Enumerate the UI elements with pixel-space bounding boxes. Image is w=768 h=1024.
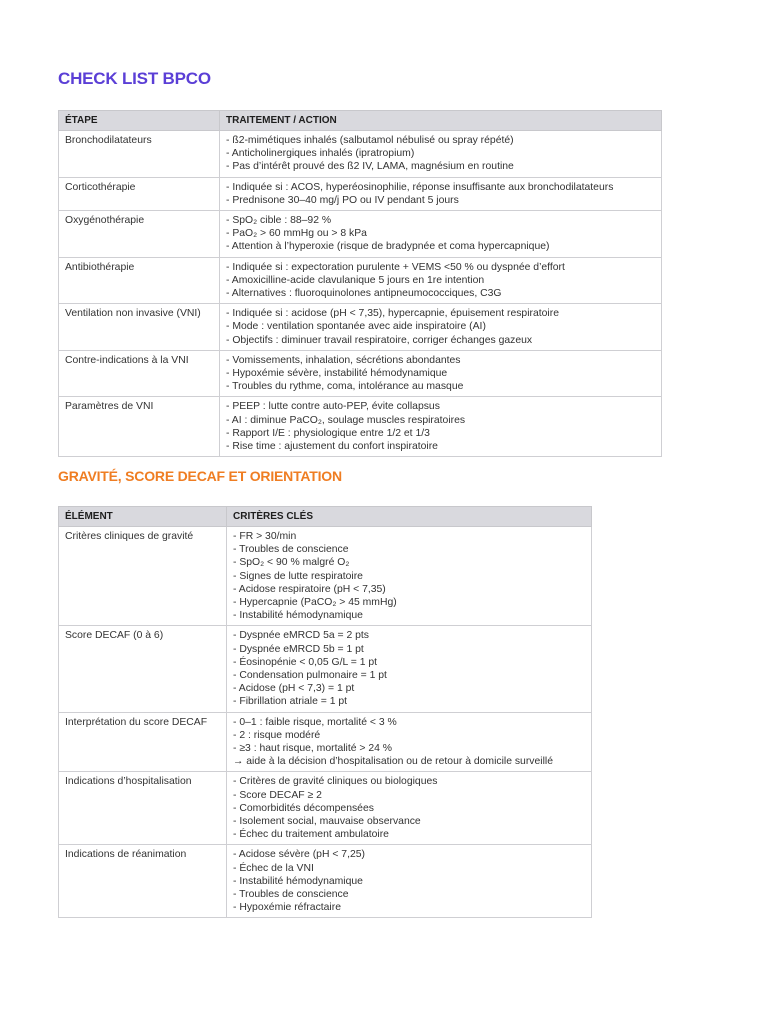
row-label: Corticothérapie [59, 177, 220, 210]
table-row [59, 350, 662, 397]
table-row [59, 845, 592, 918]
content-line: - Prednisone 30–40 mg/j PO ou IV pendant 5 jours [226, 194, 459, 206]
content-line: - Score DECAF ≥ 2 [233, 789, 322, 801]
content-line: - PEEP : lutte contre auto-PEP, évite collapsus [226, 401, 440, 413]
row-content [220, 397, 662, 457]
content-line: - Acidose (pH < 7,3) = 1 pt [233, 683, 355, 695]
content-line: - Rapport I/E : physiologique entre 1/2 et 1/3 [226, 427, 430, 439]
row-content [220, 211, 662, 258]
row-content [227, 845, 592, 918]
table-row [59, 177, 662, 210]
content-line: - Troubles du rythme, coma, intolérance au masque [226, 381, 464, 393]
row-label: Indications d’hospitalisation [59, 772, 227, 845]
row-content [220, 304, 662, 351]
content-line: - Vomissements, inhalation, sécrétions abondantes [226, 354, 461, 366]
content-line: - Signes de lutte respiratoire [233, 570, 363, 582]
row-content [220, 177, 662, 210]
row-label: Critères cliniques de gravité [59, 527, 227, 626]
table-row [59, 131, 662, 178]
content-line: - Indiquée si : acidose (pH < 7,35), hypercapnie, épuisement respiratoire [226, 308, 559, 320]
row-label: Score DECAF (0 à 6) [59, 626, 227, 712]
content-line: - Acidose respiratoire (pH < 7,35) [233, 583, 386, 595]
row-content [227, 527, 592, 626]
content-line: - Indiquée si : ACOS, hyperéosinophilie, réponse insuffisante aux bronchodilatateurs [226, 181, 614, 193]
table-row [59, 772, 592, 845]
content-line: - SpO₂ < 90 % malgré O₂ [233, 557, 350, 569]
content-line: - ß2-mimétiques inhalés (salbutamol nébulisé ou spray répété) [226, 135, 514, 146]
row-label: Antibiothérapie [59, 257, 220, 304]
content-line: - Échec de la VNI [233, 862, 314, 874]
section-title-gravite: GRAVITÉ, SCORE DECAF ET ORIENTATION [58, 468, 342, 484]
content-line: - ≥3 : haut risque, mortalité > 24 % [233, 743, 393, 755]
gravite-table [58, 506, 592, 918]
column-header-criteres: CRITÈRES CLÉS [227, 507, 592, 527]
row-label: Contre-indications à la VNI [59, 350, 220, 397]
content-line: - Acidose sévère (pH < 7,25) [233, 849, 365, 861]
content-line: - Instabilité hémodynamique [233, 610, 363, 622]
content-line: - Critères de gravité cliniques ou biologiques [233, 776, 438, 788]
content-line: - Comorbidités décompensées [233, 802, 374, 814]
content-line: - SpO₂ cible : 88–92 % [226, 215, 332, 227]
content-line: - Indiquée si : expectoration purulente + VEMS <50 % ou dyspnée d’effort [226, 261, 565, 273]
content-line: - Échec du traitement ambulatoire [233, 829, 389, 841]
content-line: - 0–1 : faible risque, mortalité < 3 % [233, 716, 397, 728]
table-row [59, 397, 662, 457]
row-content [227, 626, 592, 712]
column-header-element: ÉLÉMENT [59, 507, 227, 527]
row-label: Oxygénothérapie [59, 211, 220, 258]
content-line: - Éosinopénie < 0,05 G/L = 1 pt [233, 656, 378, 668]
table-row [59, 527, 592, 626]
content-line: - Isolement social, mauvaise observance [233, 816, 421, 828]
table-header-row [59, 111, 662, 131]
content-line: - Condensation pulmonaire = 1 pt [233, 670, 387, 682]
content-line: → aide à la décision d’hospitalisation ou de retour à domicile surveillé [233, 756, 553, 768]
table-row [59, 304, 662, 351]
row-label: Ventilation non invasive (VNI) [59, 304, 220, 351]
content-line: - Fibrillation atriale = 1 pt [233, 696, 348, 708]
content-line: - Dyspnée eMRCD 5a = 2 pts [233, 630, 370, 642]
table-row [59, 626, 592, 712]
row-label: Indications de réanimation [59, 845, 227, 918]
content-line: - Objectifs : diminuer travail respiratoire, corriger échanges gazeux [226, 334, 533, 346]
column-header-etape: ÉTAPE [59, 111, 220, 131]
table-row [59, 712, 592, 772]
content-line: - Hypoxémie réfractaire [233, 902, 341, 914]
content-line: - Mode : ventilation spontanée avec aide inspiratoire (AI) [226, 321, 486, 333]
table-header-row [59, 507, 592, 527]
table-row [59, 257, 662, 304]
row-content [227, 712, 592, 772]
content-line: - 2 : risque modéré [233, 729, 321, 741]
content-line: - Dyspnée eMRCD 5b = 1 pt [233, 643, 364, 655]
content-line: - Rise time : ajustement du confort inspiratoire [226, 441, 438, 453]
content-line: - Instabilité hémodynamique [233, 875, 363, 887]
content-line: - AI : diminue PaCO₂, soulage muscles respiratoires [226, 414, 466, 426]
row-content [220, 350, 662, 397]
row-content [220, 257, 662, 304]
section-title-checklist: CHECK LIST BPCO [58, 69, 211, 88]
column-header-traitement: TRAITEMENT / ACTION [220, 111, 662, 131]
row-content [227, 772, 592, 845]
content-line: - Pas d’intérêt prouvé des ß2 IV, LAMA, magnésium en routine [226, 161, 514, 173]
row-label: Bronchodilatateurs [59, 131, 220, 178]
checklist-table [58, 110, 662, 457]
content-line: - Amoxicilline-acide clavulanique 5 jours en 1re intention [226, 274, 485, 286]
content-line: - Hypoxémie sévère, instabilité hémodynamique [226, 368, 448, 380]
row-label: Interprétation du score DECAF [59, 712, 227, 772]
content-line: - Attention à l’hyperoxie (risque de bradypnée et coma hypercapnique) [226, 241, 550, 253]
content-line: - FR > 30/min [233, 531, 297, 542]
row-label: Paramètres de VNI [59, 397, 220, 457]
content-line: - Troubles de conscience [233, 544, 349, 556]
content-line: - Alternatives : fluoroquinolones antipneumococciques, C3G [226, 288, 502, 300]
content-line: - Hypercapnie (PaCO₂ > 45 mmHg) [233, 597, 397, 609]
content-line: - Anticholinergiques inhalés (ipratropium) [226, 148, 415, 160]
row-content [220, 131, 662, 178]
table-row [59, 211, 662, 258]
content-line: - Troubles de conscience [233, 889, 349, 901]
content-line: - PaO₂ > 60 mmHg ou > 8 kPa [226, 228, 367, 240]
